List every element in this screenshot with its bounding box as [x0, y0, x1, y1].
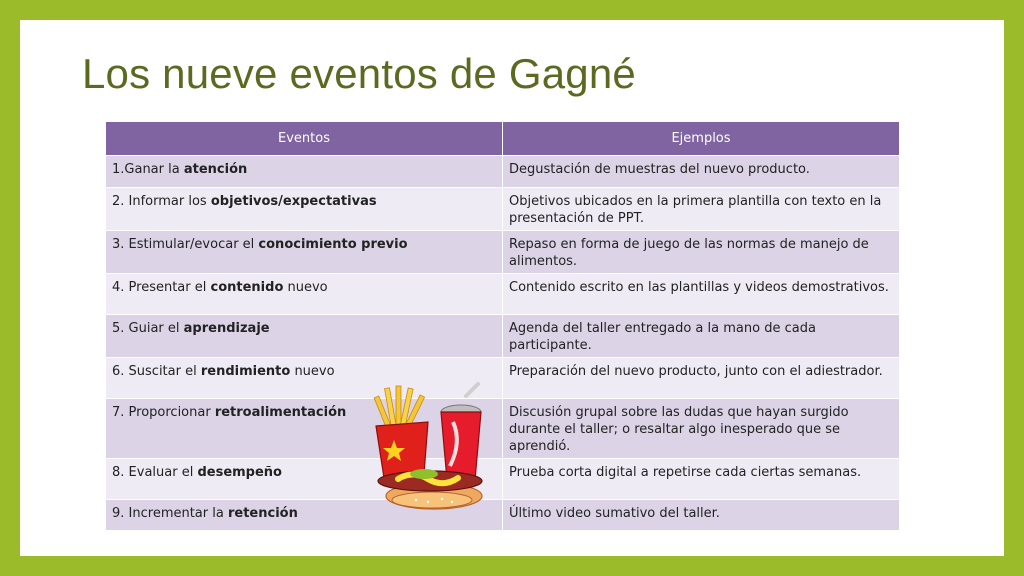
event-keyword: desempeño [197, 465, 282, 480]
example-cell: Degustación de muestras del nuevo producto. [503, 156, 900, 188]
event-keyword: conocimiento previo [258, 237, 408, 252]
hot-dog-icon [378, 469, 482, 509]
table-row [106, 274, 900, 315]
fast-food-clipart-icon [358, 382, 508, 512]
event-cell: 3. Estimular/evocar el conocimiento previo [106, 231, 503, 274]
table-row [106, 156, 900, 188]
event-keyword: objetivos/expectativas [210, 194, 377, 209]
event-keyword: aprendizaje [183, 321, 270, 336]
event-cell: 2. Informar los objetivos/expectativas [106, 188, 503, 231]
event-cell: 1.Ganar la atención [106, 156, 503, 188]
slide [20, 20, 1004, 556]
event-keyword: contenido [210, 280, 284, 295]
example-cell: Discusión grupal sobre las dudas que hayan surgido durante el taller; o resaltar algo inesperado que se aprendió. [503, 399, 900, 459]
example-cell: Último video sumativo del taller. [503, 500, 900, 531]
soda-cup-icon [441, 384, 481, 480]
example-cell: Contenido escrito en las plantillas y videos demostrativos. [503, 274, 900, 315]
table-row [106, 231, 900, 274]
header-ejemplos: Ejemplos [503, 122, 900, 156]
table-row [106, 315, 900, 358]
example-cell: Prueba corta digital a repetirse cada ciertas semanas. [503, 459, 900, 500]
example-cell: Preparación del nuevo producto, junto con el adiestrador. [503, 358, 900, 399]
example-cell: Repaso en forma de juego de las normas de manejo de alimentos. [503, 231, 900, 274]
event-cell: 8. Evaluar el desempeño [106, 459, 503, 500]
event-cell: 7. Proporcionar retroalimentación [106, 399, 503, 459]
event-cell: 5. Guiar el aprendizaje [106, 315, 503, 358]
event-keyword: atención [183, 162, 248, 177]
event-keyword: retención [227, 506, 298, 521]
header-eventos: Eventos [106, 122, 503, 156]
event-cell: 6. Suscitar el rendimiento nuevo [106, 358, 503, 399]
event-keyword: rendimiento [200, 364, 291, 379]
event-cell: 9. Incrementar la retención [106, 500, 503, 531]
event-keyword: retroalimentación [214, 405, 347, 420]
example-cell: Objetivos ubicados en la primera plantilla con texto en la presentación de PPT. [503, 188, 900, 231]
event-cell: 4. Presentar el contenido nuevo [106, 274, 503, 315]
slide-title: Los nueve eventos de Gagné [82, 50, 636, 97]
table-header-row [106, 122, 900, 156]
fries-icon [374, 386, 428, 478]
table-row [106, 188, 900, 231]
example-cell: Agenda del taller entregado a la mano de cada participante. [503, 315, 900, 358]
